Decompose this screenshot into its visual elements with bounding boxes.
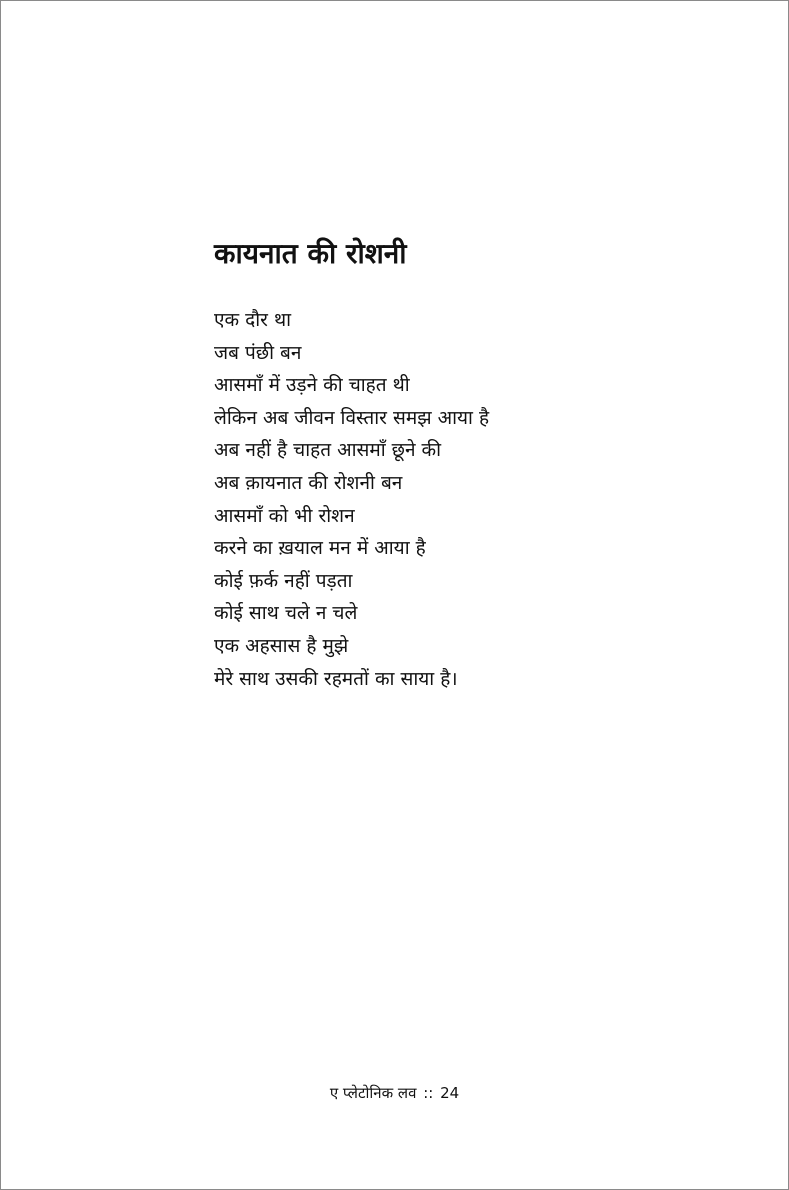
poem-line: अब नहीं है चाहत आसमाँ छूने की xyxy=(214,439,442,462)
poem-line: करने का ख़याल मन में आया है xyxy=(214,537,426,560)
poem-line: मेरे साथ उसकी रहमतों का साया है। xyxy=(214,667,458,690)
poem-line: आसमाँ को भी रोशन xyxy=(214,504,355,527)
poem-line: एक अहसास है मुझे xyxy=(214,634,349,657)
poem-line: आसमाँ में उड़ने की चाहत थी xyxy=(214,374,410,397)
poem-line: कोई फ़र्क नहीं पड़ता xyxy=(214,569,353,592)
poem-title: कायनात की रोशनी xyxy=(214,237,407,270)
page-footer xyxy=(0,1080,789,1106)
page-number: 24 xyxy=(440,1084,460,1102)
footer-separator: :: xyxy=(423,1084,434,1102)
poem-line: लेकिन अब जीवन विस्तार समझ आया है xyxy=(214,406,490,429)
poem-line: कोई साथ चले न चले xyxy=(214,602,358,625)
poem-line: अब क़ायनात की रोशनी बन xyxy=(214,471,403,494)
poem-line: एक दौर था xyxy=(214,309,292,331)
poem-line: जब पंछी बन xyxy=(214,341,302,364)
poem-body xyxy=(214,304,489,695)
footer-book-title: ए प्लेटोनिक लव xyxy=(329,1084,417,1102)
